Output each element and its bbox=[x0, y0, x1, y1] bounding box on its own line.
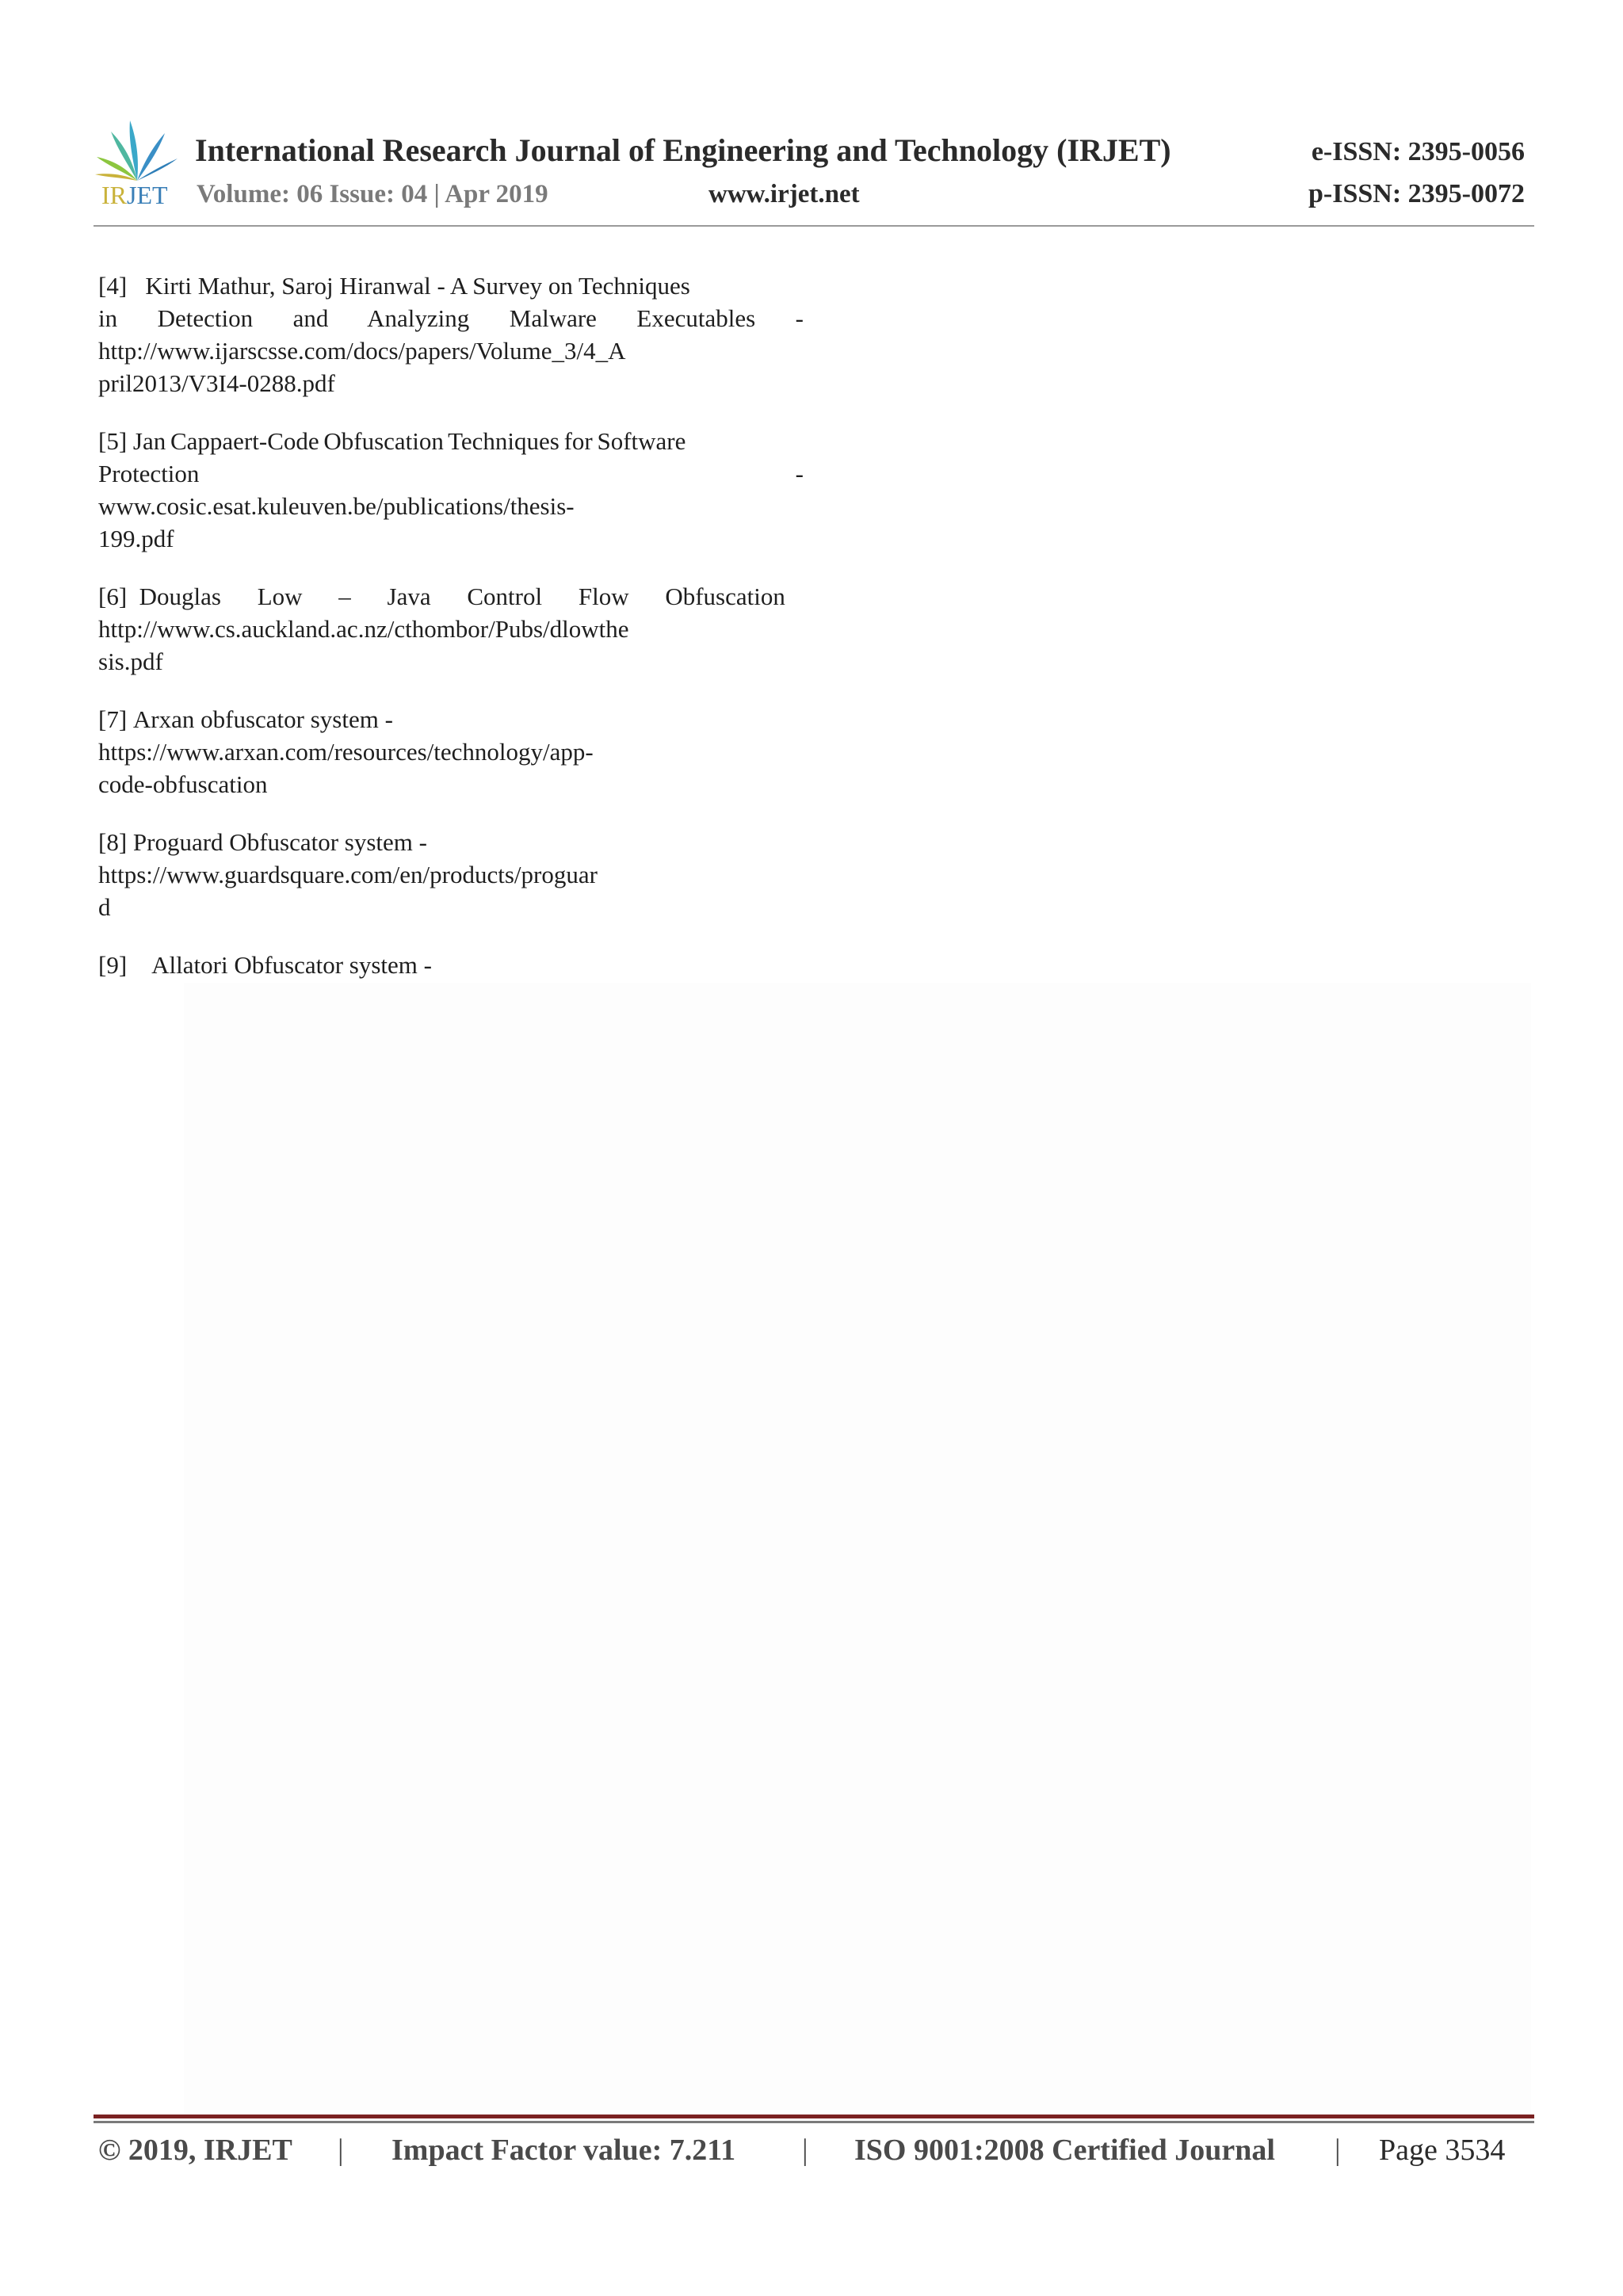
reference-item bbox=[98, 703, 804, 800]
footer-iso-certification: ISO 9001:2008 Certified Journal bbox=[854, 2134, 1275, 2167]
reference-line: Douglas Low – Java Control Flow Obfuscation bbox=[139, 583, 785, 610]
reference-line: 199.pdf bbox=[98, 525, 174, 552]
reference-line: code-obfuscation bbox=[98, 770, 268, 798]
page-footer bbox=[98, 2130, 1534, 2170]
reference-number: [4] bbox=[98, 272, 128, 300]
p-issn: p-ISSN: 2395-0072 bbox=[1308, 179, 1525, 208]
footer-separator: | bbox=[338, 2134, 344, 2167]
reference-line: http://www.ijarscsse.com/docs/papers/Volume_3/4_A bbox=[98, 337, 626, 365]
reference-number: [9] bbox=[98, 951, 128, 979]
leaf-fan-icon bbox=[94, 117, 181, 184]
journal-website: www.irjet.net bbox=[708, 180, 860, 208]
logo-text-jet: JET bbox=[127, 181, 168, 209]
reference-item bbox=[98, 826, 804, 923]
reference-list bbox=[98, 269, 804, 1007]
reference-line: Protection - bbox=[98, 460, 804, 487]
e-issn: e-ISSN: 2395-0056 bbox=[1311, 137, 1525, 166]
footer-divider bbox=[94, 2121, 1534, 2123]
reference-line: sis.pdf bbox=[98, 648, 163, 675]
reference-line: http://www.cs.auckland.ac.nz/cthombor/Pubs/dlowthe bbox=[98, 615, 629, 643]
irjet-logo bbox=[94, 117, 181, 209]
footer-copyright: © 2019, IRJET bbox=[98, 2134, 292, 2167]
reference-item bbox=[98, 949, 804, 981]
footer-impact-factor: Impact Factor value: 7.211 bbox=[391, 2134, 736, 2167]
reference-line: d bbox=[98, 893, 111, 921]
reference-line: Jan Cappaert-Code Obfuscation Techniques for Software bbox=[132, 427, 686, 455]
footer-separator: | bbox=[1335, 2134, 1341, 2167]
reference-line: Proguard Obfuscator system - bbox=[132, 828, 427, 856]
header-divider bbox=[94, 225, 1534, 227]
reference-number: [5] bbox=[98, 427, 128, 455]
reference-line: https://www.guardsquare.com/en/products/proguar bbox=[98, 861, 598, 888]
reference-item bbox=[98, 269, 804, 399]
reference-line: https://www.arxan.com/resources/technology/app- bbox=[98, 738, 594, 766]
reference-line: www.cosic.esat.kuleuven.be/publications/thesis- bbox=[98, 492, 575, 520]
logo-wordmark bbox=[101, 182, 168, 208]
reference-line: Kirti Mathur, Saroj Hiranwal - A Survey on Techniques bbox=[145, 272, 690, 300]
journal-title: International Research Journal of Engineering and Technology (IRJET) bbox=[195, 132, 1171, 168]
reference-item bbox=[98, 425, 804, 555]
reference-number: [6] bbox=[98, 583, 128, 610]
logo-text-ir: IR bbox=[101, 181, 127, 209]
page-header bbox=[0, 0, 1623, 238]
page-number: Page 3534 bbox=[1379, 2134, 1506, 2167]
reference-item bbox=[98, 580, 804, 678]
reference-number: [7] bbox=[98, 705, 128, 733]
page-shade bbox=[184, 983, 1531, 2116]
reference-number: [8] bbox=[98, 828, 128, 856]
reference-line: in Detection and Analyzing Malware Executables - bbox=[98, 304, 804, 332]
reference-line: Allatori Obfuscator system - bbox=[151, 951, 432, 979]
footer-divider-accent bbox=[94, 2115, 1534, 2118]
footer-separator: | bbox=[802, 2134, 808, 2167]
reference-line: Arxan obfuscator system - bbox=[132, 705, 393, 733]
reference-line: pril2013/V3I4-0288.pdf bbox=[98, 369, 335, 397]
volume-issue: Volume: 06 Issue: 04 | Apr 2019 bbox=[197, 180, 548, 208]
